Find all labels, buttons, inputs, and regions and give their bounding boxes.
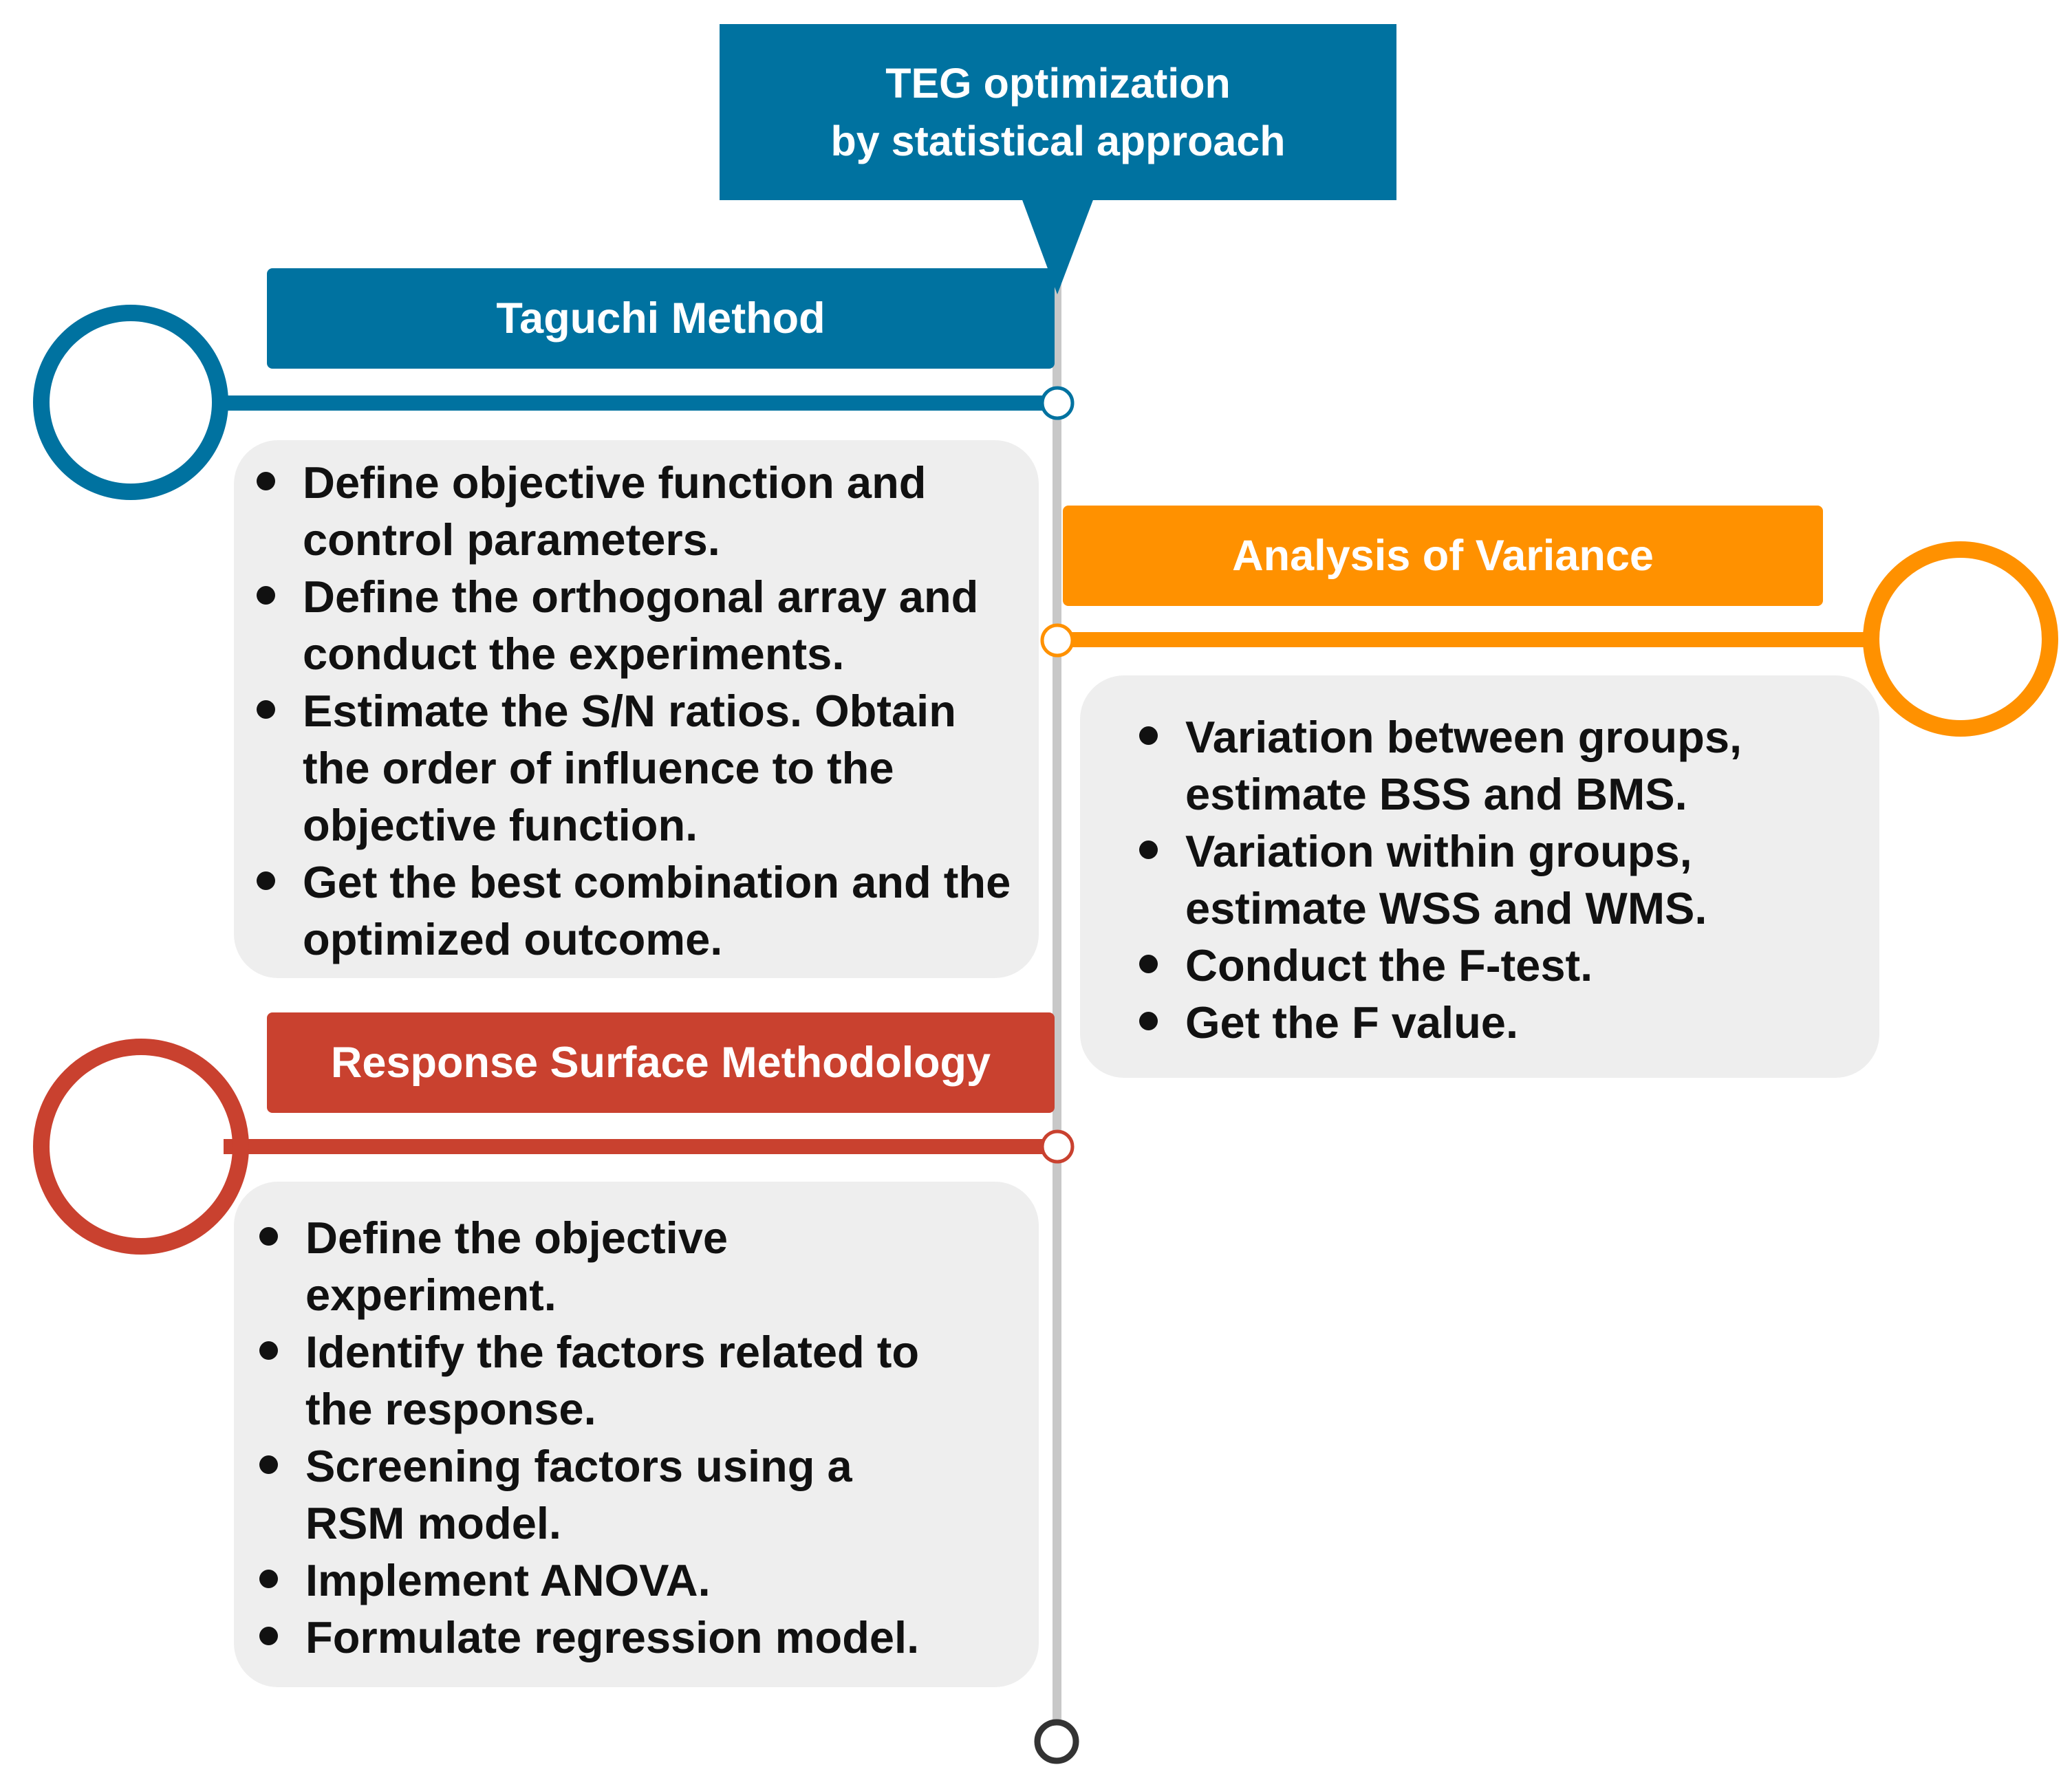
rsm-ring: [41, 1047, 241, 1246]
taguchi-node: [1042, 388, 1072, 418]
rsm-step-list: [305, 1209, 959, 1666]
rsm-step: Formulate regression model.: [305, 1609, 959, 1666]
rsm-label: Response Surface Methodology: [330, 1039, 991, 1087]
taguchi-header: [267, 268, 1055, 369]
anova-ring: [1871, 550, 2050, 728]
timeline-spine: [1053, 282, 1061, 1733]
anova-step: Get the F value.: [1185, 994, 1859, 1051]
anova-node: [1042, 625, 1072, 655]
taguchi-ring: [41, 313, 220, 492]
anova-connector-line: [1057, 632, 1869, 647]
anova-step: Conduct the F-test.: [1185, 937, 1859, 994]
anova-panel: [1080, 675, 1879, 1078]
anova-step: Variation between groups, estimate BSS and BMS.: [1185, 708, 1859, 823]
rsm-panel: [234, 1182, 1039, 1687]
taguchi-panel: [234, 440, 1039, 978]
rsm-step: Identify the factors related to the response.: [305, 1323, 959, 1438]
rsm-step: Define the objective experiment.: [305, 1209, 959, 1323]
rsm-connector-line: [224, 1139, 1058, 1154]
anova-step: Variation within groups, estimate WSS and WMS.: [1185, 823, 1859, 937]
rsm-step: Implement ANOVA.: [305, 1552, 959, 1609]
taguchi-step: Estimate the S/N ratios. Obtain the order of influence to the objective function.: [303, 682, 1032, 854]
anova-label: Analysis of Variance: [1232, 532, 1654, 580]
taguchi-step-list: [303, 454, 1032, 968]
title-line-2: by statistical approach: [830, 118, 1286, 164]
anova-header: [1063, 506, 1823, 606]
title-callout: [720, 24, 1396, 200]
timeline-end-node: [1037, 1722, 1076, 1761]
taguchi-step: Define the orthogonal array and conduct the experiments.: [303, 568, 1032, 682]
taguchi-connector-line: [213, 395, 1058, 411]
rsm-header: [267, 1012, 1055, 1113]
rsm-node: [1042, 1131, 1072, 1162]
taguchi-label: Taguchi Method: [496, 294, 825, 343]
rsm-step: Screening factors using a RSM model.: [305, 1438, 959, 1552]
anova-step-list: [1185, 708, 1859, 1051]
taguchi-step: Get the best combination and the optimized outcome.: [303, 854, 1032, 968]
taguchi-step: Define objective function and control parameters.: [303, 454, 1032, 568]
title-line-1: TEG optimization: [885, 60, 1231, 107]
